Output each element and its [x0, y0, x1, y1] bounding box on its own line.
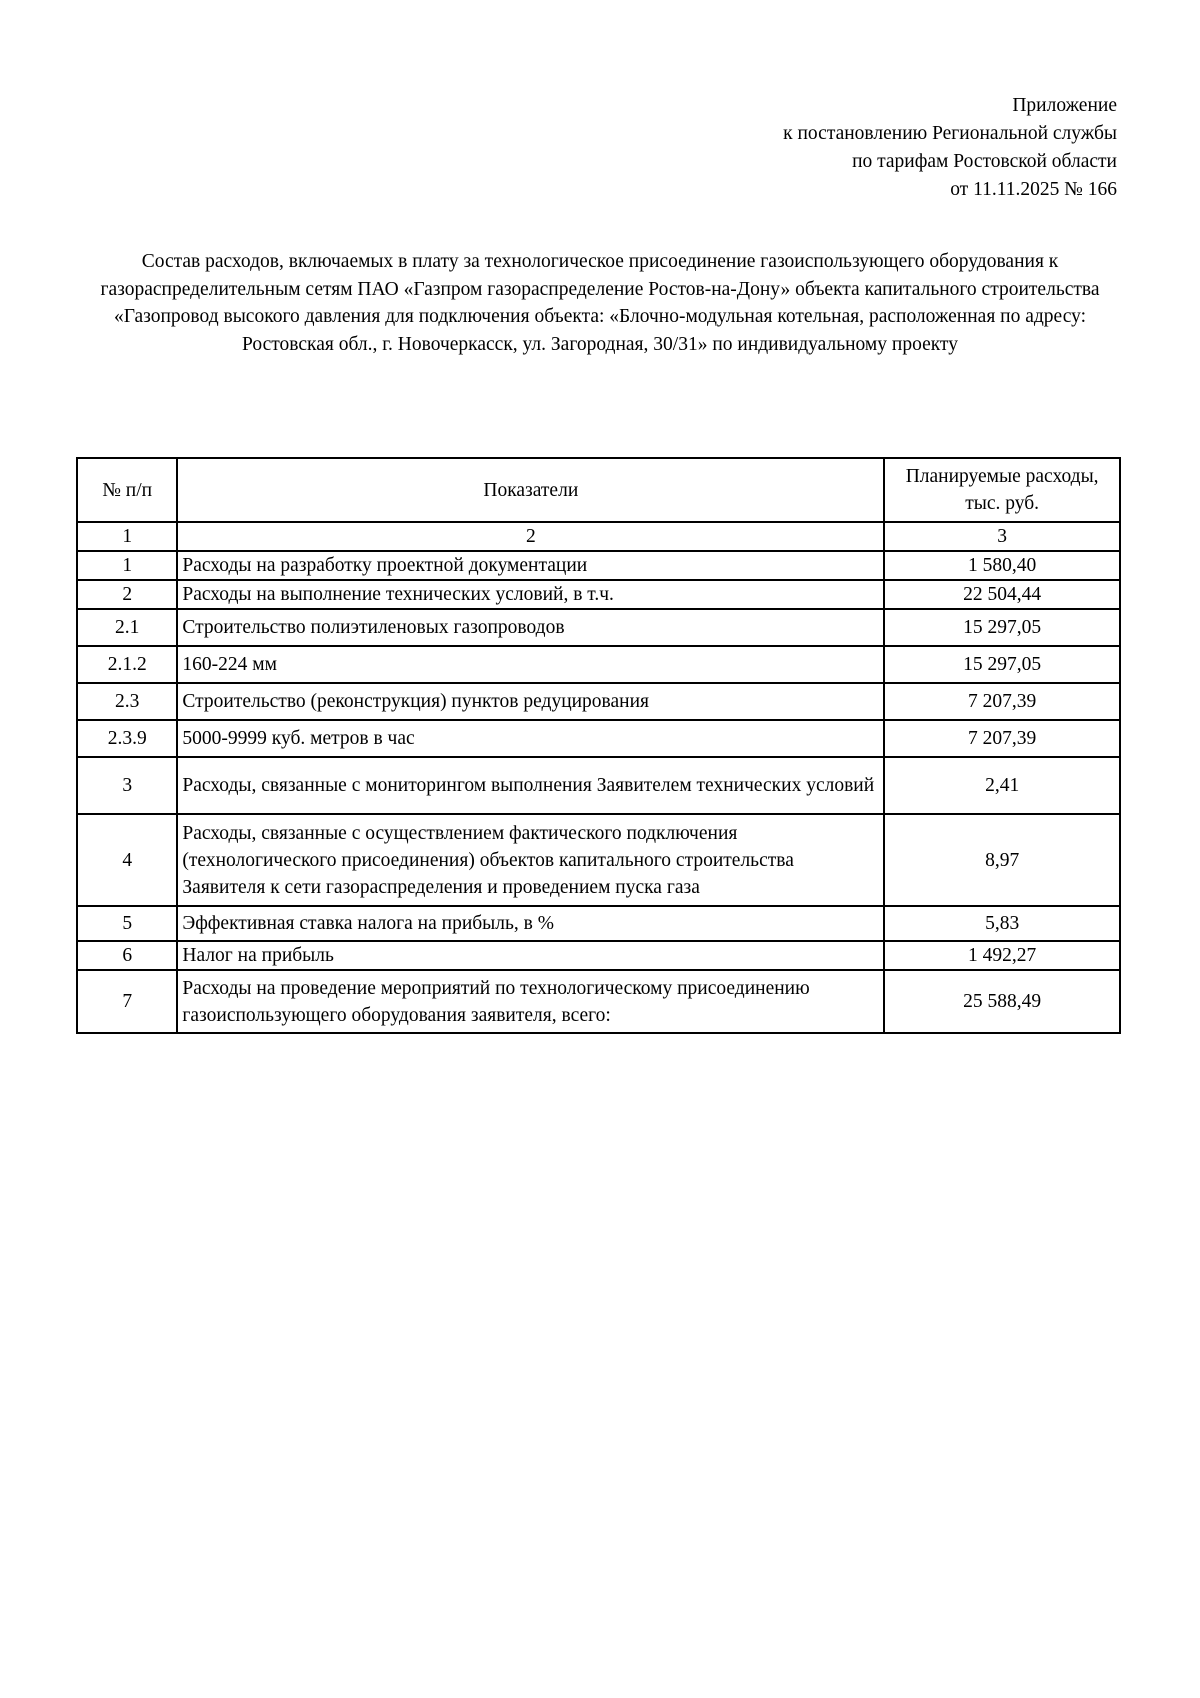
row-num: 3 — [77, 757, 177, 814]
table-index-row — [77, 522, 1120, 551]
row-num: 4 — [77, 814, 177, 906]
row-name: Расходы на разработку проектной документации — [177, 551, 884, 580]
row-name: Эффективная ставка налога на прибыль, в % — [177, 906, 884, 941]
row-name: Расходы на проведение мероприятий по технологическому присоединению газоиспользующего оборудования заявителя, всего: — [177, 970, 884, 1033]
index-2: 2 — [177, 522, 884, 551]
table-row — [77, 580, 1120, 609]
table-row — [77, 720, 1120, 757]
appendix-line-1: Приложение — [1012, 95, 1117, 116]
row-num: 1 — [77, 551, 177, 580]
row-value: 15 297,05 — [884, 609, 1120, 646]
document-title: Состав расходов, включаемых в плату за технологическое присоединение газоиспользующего оборудования к газораспределительным сетям ПАО «Газпром газораспределение Ростов-на-Дону» объекта капитального строительства «Газопровод высокого давления для подключения объекта: «Блочно-модульная котельная, расположенная по адресу: Ростовская обл., г. Новочеркасск, ул. Загородная, 30/31» по индивидуальному проекту — [100, 251, 1100, 355]
row-num: 2 — [77, 580, 177, 609]
row-value: 22 504,44 — [884, 580, 1120, 609]
index-3: 3 — [884, 522, 1120, 551]
table-row — [77, 906, 1120, 941]
costs-table — [76, 457, 1121, 1034]
table-header-row — [77, 458, 1120, 522]
row-value: 15 297,05 — [884, 646, 1120, 683]
row-name: 160-224 мм — [177, 646, 884, 683]
table-row — [77, 551, 1120, 580]
row-num: 6 — [77, 941, 177, 970]
row-num: 2.3 — [77, 683, 177, 720]
row-num: 2.1.2 — [77, 646, 177, 683]
header-num: № п/п — [77, 458, 177, 522]
row-num: 5 — [77, 906, 177, 941]
table-row — [77, 683, 1120, 720]
table-row — [77, 609, 1120, 646]
row-value: 1 580,40 — [884, 551, 1120, 580]
table-row — [77, 970, 1120, 1033]
row-value: 2,41 — [884, 757, 1120, 814]
row-value: 8,97 — [884, 814, 1120, 906]
table-row — [77, 646, 1120, 683]
appendix-line-3: по тарифам Ростовской области — [852, 151, 1117, 172]
row-value: 7 207,39 — [884, 720, 1120, 757]
row-name: Расходы, связанные с мониторингом выполнения Заявителем технических условий — [177, 757, 884, 814]
row-name: Налог на прибыль — [177, 941, 884, 970]
index-1: 1 — [77, 522, 177, 551]
table-row — [77, 814, 1120, 906]
row-num: 7 — [77, 970, 177, 1033]
row-name: Строительство (реконструкция) пунктов редуцирования — [177, 683, 884, 720]
row-value: 25 588,49 — [884, 970, 1120, 1033]
row-value: 1 492,27 — [884, 941, 1120, 970]
row-value: 7 207,39 — [884, 683, 1120, 720]
row-name: 5000-9999 куб. метров в час — [177, 720, 884, 757]
appendix-line-2: к постановлению Региональной службы — [783, 123, 1117, 144]
header-value: Планируемые расходы, тыс. руб. — [884, 458, 1120, 522]
row-name: Расходы на выполнение технических условий, в т.ч. — [177, 580, 884, 609]
table-row — [77, 941, 1120, 970]
row-name: Строительство полиэтиленовых газопроводов — [177, 609, 884, 646]
appendix-block — [783, 92, 1117, 204]
appendix-line-4: от 11.11.2025 № 166 — [950, 179, 1117, 200]
row-name: Расходы, связанные с осуществлением фактического подключения (технологического присоединения) объектов капитального строительства Заявителя к сети газораспределения и проведением пуска газа — [177, 814, 884, 906]
row-num: 2.1 — [77, 609, 177, 646]
table-row — [77, 757, 1120, 814]
row-value: 5,83 — [884, 906, 1120, 941]
row-num: 2.3.9 — [77, 720, 177, 757]
header-name: Показатели — [177, 458, 884, 522]
